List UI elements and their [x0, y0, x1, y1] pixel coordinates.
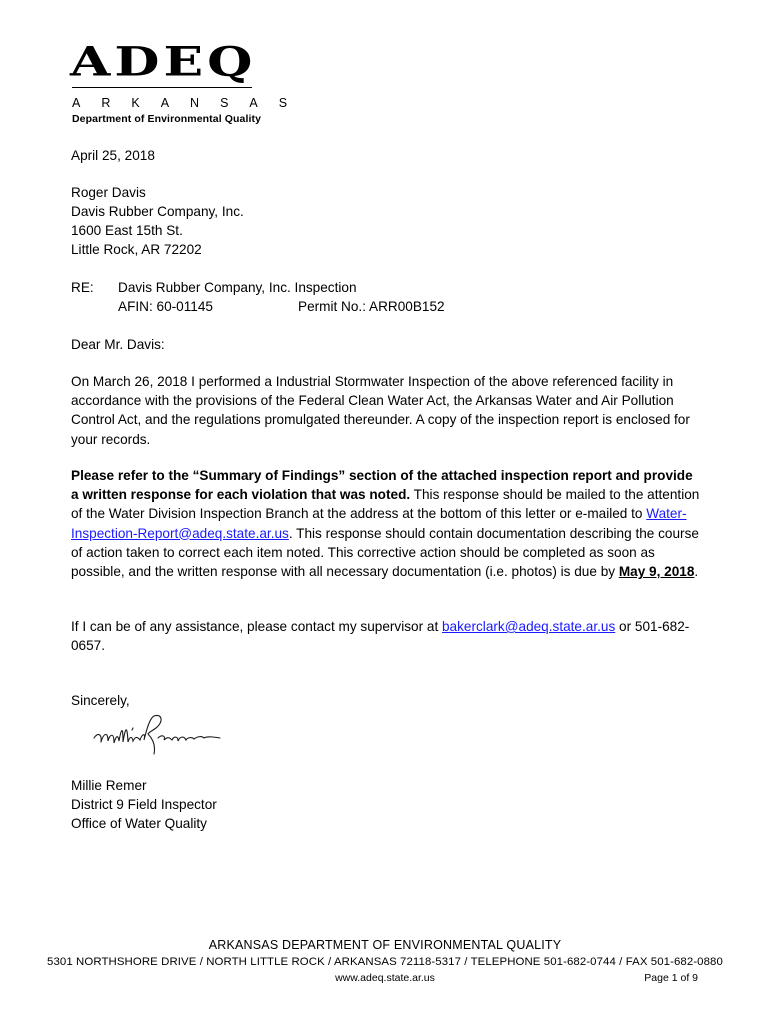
footer-agency: ARKANSAS DEPARTMENT OF ENVIRONMENTAL QUALITY: [208, 938, 562, 952]
re-permit: Permit No.: ARR00B152: [298, 299, 445, 314]
re-subject: Davis Rubber Company, Inc. Inspection: [118, 280, 357, 295]
body-paragraph-3: [71, 617, 703, 655]
salutation: Dear Mr. Davis:: [71, 337, 165, 352]
supervisor-email-link[interactable]: bakerclark@adeq.state.ar.us: [442, 619, 616, 634]
recipient-city: Little Rock, AR 72202: [71, 242, 202, 257]
p2-text-b: . This response should contain documentation describing the course of action taken to correct each item noted. This corrective action should be completed as soon as possible, and the written response with all necessary documentation (i.e. photos) is due by: [71, 525, 699, 580]
footer-website: www.adeq.state.ar.us: [335, 972, 435, 984]
footer-address: 5301 NORTHSHORE DRIVE / NORTH LITTLE ROCK / ARKANSAS 72118-5317 / TELEPHONE 501-682-0744 / FAX 501-682-0880: [47, 956, 723, 968]
p2-text-a: This response should be mailed to the attention of the Water Division Inspection Branch at the address at the bottom of this letter or e-mailed to: [71, 487, 700, 522]
recipient-name: Roger Davis: [71, 185, 146, 200]
handwritten-signature: [92, 710, 237, 762]
signer-office: Office of Water Quality: [71, 816, 207, 831]
signer-title: District 9 Field Inspector: [71, 797, 217, 812]
p3-text-b: or 501-682-0657.: [71, 619, 690, 654]
logo-divider: [72, 87, 252, 88]
recipient-company: Davis Rubber Company, Inc.: [71, 204, 244, 219]
re-afin: AFIN: 60-01145: [118, 299, 213, 314]
recipient-address: [71, 183, 244, 259]
due-date: May 9, 2018: [618, 564, 695, 580]
logo-department: Department of Environmental Quality: [72, 113, 262, 125]
page-number: Page 1 of 9: [644, 972, 698, 984]
re-label: RE:: [71, 280, 94, 295]
p2-text-c: .: [694, 564, 699, 580]
letter-date: April 25, 2018: [71, 148, 155, 163]
p3-text-a: If I can be of any assistance, please contact my supervisor at: [71, 619, 442, 634]
body-paragraph-2: [71, 466, 703, 581]
inspection-report-email-link[interactable]: Water-Inspection-Report@adeq.state.ar.us: [71, 506, 687, 541]
closing: Sincerely,: [71, 693, 130, 708]
findings-instruction: Please refer to the “Summary of Findings” section of the attached inspection report and provide a written response for each violation that was noted.: [71, 468, 693, 503]
logo-state: ARKANSAS: [72, 96, 309, 110]
signer-name: Millie Remer: [71, 778, 147, 793]
body-paragraph-1: On March 26, 2018 I performed a Industrial Stormwater Inspection of the above referenced facility in accordance with the provisions of the Federal Clean Water Act, the Arkansas Water and Air Pollution Control Act, and the regulations promulgated thereunder. A copy of the inspection report is enclosed for your records.: [71, 374, 690, 447]
recipient-street: 1600 East 15th St.: [71, 223, 183, 238]
adeq-logo: ADEQ: [70, 38, 257, 86]
signer-block: [71, 776, 217, 833]
